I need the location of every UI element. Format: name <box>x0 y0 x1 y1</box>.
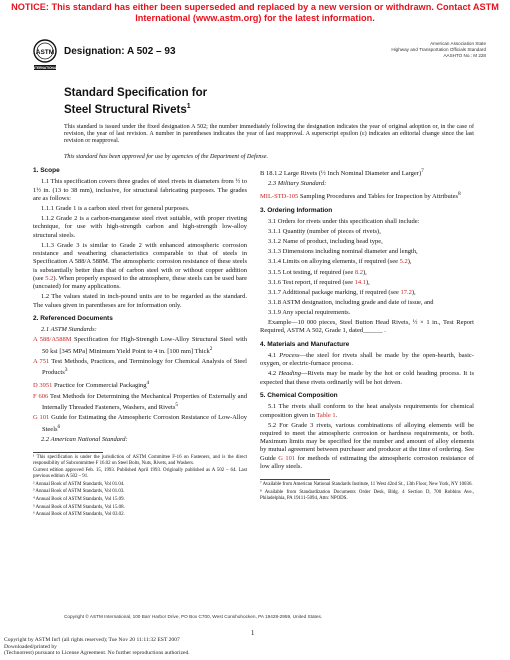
para-3-1-6: 3.1.6 Test report, if required (see 14.1), <box>268 278 370 286</box>
dod-approval-statement: This standard has been approved for use by agencies of the Department of Defense. <box>64 154 268 160</box>
superseded-notice <box>0 2 510 24</box>
para-5-1: 5.1 The rivets shall conform to the heat analysis requirements for chemical composition given in Table 1. <box>260 403 474 419</box>
document-title <box>64 87 207 117</box>
para-3-1-1: 3.1.1 Quantity (number of pieces of rivets), <box>268 228 381 236</box>
para-3-1-8: 3.1.8 ASTM designation, including grade and date of issue, and <box>268 298 434 306</box>
footnote-3: ³ Annual Book of ASTM Standards, Vol 01.03. <box>33 489 125 495</box>
svg-text:ASTM: ASTM <box>35 49 55 56</box>
notice-line-1: NOTICE: This standard has either been superseded and replaced by a new version or withdrawn. Contact ASTM <box>11 2 499 12</box>
section-2-heading: 2. Referenced Documents <box>33 314 113 322</box>
link-table-1[interactable]: Table 1 <box>316 411 336 419</box>
footnote-divider <box>33 452 103 453</box>
right-column <box>260 167 474 503</box>
ref-a588: A 588/A588M Specification for High-Strength Low-Alloy Structural Steel with 50 ksi [345 MPa] Minimum Yield Point to 4 in. [100 mm] Thick$^2$ <box>33 336 247 355</box>
para-3-1-4: 3.1.4 Limits on alloying elements, if required (see 5.2), <box>268 258 412 266</box>
notice-line-2: International (www.astm.org) for the latest information. <box>135 13 375 23</box>
para-1-1: 1.1 This specification covers three grades of steel rivets in diameters from ½ to 1½ in. (13 to 38 mm), inclusive, for structural fabricating purposes. The grades are as follows: <box>33 178 247 202</box>
para-2-1: 2.1 ASTM Standards: <box>41 326 97 334</box>
section-4-heading: 4. Materials and Manufacture <box>260 340 350 348</box>
para-3-1-7: 3.1.7 Additional package marking, if required (see 17.2), <box>268 288 416 296</box>
link-d3951[interactable]: D 3951 <box>33 382 53 390</box>
link-mil-std-105[interactable]: MIL-STD-105 <box>260 193 299 201</box>
link-f606[interactable]: F 606 <box>33 392 49 400</box>
para-3-1-5: 3.1.5 Lot testing, if required (see 8.2), <box>268 268 367 276</box>
link-a751[interactable]: A 751 <box>33 357 50 365</box>
para-4-2: 4.2 Heading—Rivets may be made by the hot or cold heading process. It is expected that these rivets ordinarily will be hot driven. <box>260 370 474 386</box>
footer-line-2: Downloaded/printed by <box>4 643 57 650</box>
footnote-1: ¹ This specification is under the jurisdiction of ASTM Committee F-16 on Fasteners, and is the direct responsibility of Subcommittee F 16.02 on Steel Bolts, Nuts, Rivets, and Washers. <box>33 455 247 466</box>
title-line-2: Steel Structural Rivets <box>64 103 187 116</box>
aashto-line-2: Highway and Transportation Officials Standard <box>391 47 486 52</box>
para-3-1-3: 3.1.3 Dimensions including nominal diameter and length, <box>268 248 418 256</box>
designation: Designation: A 502 – 93 <box>64 46 176 57</box>
aashto-line-3: AASHTO No.: M 228 <box>443 53 486 58</box>
section-1-heading: 1. Scope <box>33 167 60 174</box>
para-2-3: 2.3 Military Standard: <box>268 180 327 188</box>
ref-mil-std-105: MIL-STD-105 Sampling Procedures and Tables for Inspection by Attributes$^8$ <box>260 191 461 201</box>
footnote-divider-right <box>260 479 330 480</box>
title-line-1: Standard Specification for <box>64 87 208 99</box>
aashto-block <box>391 41 486 59</box>
para-2-2: 2.2 American National Standard: <box>41 435 128 443</box>
footnote-5: ⁵ Annual Book of ASTM Standards, Vol 15.08. <box>33 504 125 510</box>
para-1-2: 1.2 The values stated in inch-pound units are to be regarded as the standard. The values given in parentheses are for information only. <box>33 293 247 309</box>
footnote-2: ² Annual Book of ASTM Standards, Vol 01.04. <box>33 481 125 487</box>
footnote-6: ⁶ Annual Book of ASTM Standards, Vol 03.02. <box>33 512 125 518</box>
page-number: 1 <box>251 630 255 637</box>
para-1-1-3: 1.1.3 Grade 3 is similar to Grade 2 with enhanced atmospheric corrosion resistance and weathering characteristics comparable to that of steels in Specification A 588/A 588M. The atmospheric corrosion resistance of these steels is substantially better than that of carbon steel with or without copper addition (see 5.2). When properly exposed to the atmosphere, these steels can be used bare (uncoated) for many applications. <box>33 241 247 291</box>
copyright-line: Copyright © ASTM International, 100 Barr Harbor Drive, PO Box C700, West Conshohocken, PA 19428-2959, United States. <box>64 614 323 619</box>
license-footer <box>4 637 190 657</box>
para-5-2: 5.2 For Grade 3 rivets, various combinations of alloying elements will be required to meet the atmospheric corrosion or hardness requirements, or both. Maximum limits may be specified for the number and amount of alloy elements by mutual agreement between purchaser and producer at the time of ordering. See Guide G 101 for methods of estimating the atmospheric corrosion resistance of low alloy steels. <box>260 421 474 471</box>
ref-b18: B 18.1.2 Large Rivets (½ Inch Nominal Diameter and Larger)$^7$ <box>260 168 424 178</box>
aashto-line-1: American Association State <box>430 41 486 46</box>
footnote-1b: Current edition approved Feb. 15, 1993. Published April 1993. Originally published as A 502 – 64. Last previous edition A 502 – 91. <box>33 468 247 480</box>
logo-text: INTERNATIONAL <box>31 66 59 70</box>
footnote-7: ⁷ Available from American National Standards Institute, 11 West 42nd St., 13th Floor, New York, NY 10036. <box>260 482 473 488</box>
left-column <box>33 167 247 520</box>
footnote-4: ⁴ Annual Book of ASTM Standards, Vol 15.09. <box>33 497 125 503</box>
issued-statement: This standard is issued under the fixed designation A 502; the number immediately following the designation indicates the year of original adoption or, in the case of revision, the year of last revision. A number in parentheses indicates the year of last reapproval. A superscript epsilon (ε) indicates an editorial change since the last revision or reapproval. <box>64 124 474 145</box>
title-footnote-mark: 1 <box>186 103 191 110</box>
ref-a751: A 751 Test Methods, Practices, and Terminology for Chemical Analysis of Steel Products$^3$ <box>33 357 247 377</box>
section-3-heading: 3. Ordering Information <box>260 206 333 214</box>
para-1-1-1: 1.1.1 Grade 1 is a carbon steel rivet for general purposes. <box>41 204 190 212</box>
footer-line-3: (Technotrest) pursuant to License Agreement. No further reproductions authorized. <box>4 650 190 657</box>
para-3-1: 3.1 Orders for rivets under this specification shall include: <box>268 218 420 226</box>
link-17-2[interactable]: 17.2 <box>400 288 412 296</box>
ref-g101: G 101 Guide for Estimating the Atmospheric Corrosion Resistance of Low-Alloy Steels$^6$ <box>33 414 247 433</box>
para-3-1-2: 3.1.2 Name of product, including head type, <box>268 238 383 246</box>
para-3-1-9: 3.1.9 Any special requirements. <box>268 308 351 316</box>
para-4-1: 4.1 Process—the steel for rivets shall be made by the open-hearth, basic-oxygen, or electric-furnace process. <box>260 351 474 368</box>
link-5-2[interactable]: 5.2 <box>45 274 54 282</box>
footer-line-1: Copyright by ASTM Int'l (all rights reserved); Tue Nov 20 11:11:32 EST 2007 <box>4 637 180 643</box>
ref-f606: F 606 Test Methods for Determining the Mechanical Properties of Externally and Internally Threaded Fasteners, Washers, and Rivets$^5$ <box>33 392 247 412</box>
footnote-8: ⁸ Available from Standardization Documents Order Desk, Bldg. 4 Section D, 700 Robbins Ave., Philadelphia, PA 19111-5094, Attn: NPODS. <box>260 489 474 501</box>
link-a588[interactable]: A 588/A588M <box>33 336 72 344</box>
link-14-1[interactable]: 14.1 <box>354 278 366 286</box>
link-g101b[interactable]: G 101 <box>278 454 296 462</box>
para-1-1-2: 1.1.2 Grade 2 is a carbon-manganese steel rivet suitable, with proper riveting technique, for use with high-strength carbon and high-strength low-alloy structural steels. <box>33 215 247 239</box>
ordering-example: Example—10 000 pieces, Steel Button Head Rivets, ½ × 1 in., Test Report Required, ASTM A 502, Grade 1, dated______ . <box>260 319 474 335</box>
section-5-heading: 5. Chemical Composition <box>260 391 338 399</box>
link-8-2[interactable]: 8.2 <box>354 268 363 276</box>
astm-logo-icon <box>33 38 57 74</box>
link-5-2b[interactable]: 5.2 <box>399 258 408 266</box>
ref-d3951: D 3951 Practice for Commercial Packaging$^4$ <box>33 380 150 390</box>
link-g101[interactable]: G 101 <box>33 414 50 422</box>
